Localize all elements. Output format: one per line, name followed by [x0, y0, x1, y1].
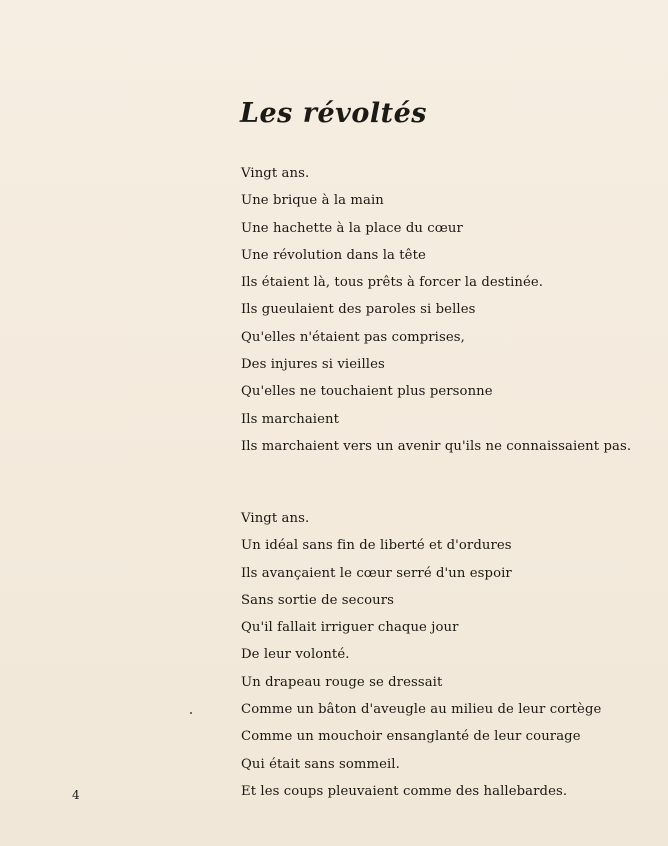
- stanza-2: [241, 505, 601, 805]
- verse-line: Comme un bâton d'aveugle au milieu de leur cortège: [241, 702, 602, 718]
- verse-line: Ils étaient là, tous prêts à forcer la destinée.: [241, 275, 544, 291]
- verse-line: Un drapeau rouge se dressait: [241, 674, 443, 690]
- verse-line: Des injures si vieilles: [241, 357, 385, 373]
- verse-line: Ils marchaient vers un avenir qu'ils ne connaissaient pas.: [241, 438, 632, 454]
- verse-line: Qu'elles ne touchaient plus personne: [241, 384, 493, 400]
- poem-title: Les révoltés: [240, 98, 427, 129]
- verse-line: Et les coups pleuvaient comme des hallebardes.: [241, 783, 568, 799]
- verse-line: Qu'elles n'étaient pas comprises,: [241, 329, 465, 345]
- verse-line: Qui était sans sommeil.: [241, 756, 400, 772]
- page-number: 4: [72, 788, 80, 802]
- verse-line: Une hachette à la place du cœur: [241, 220, 463, 236]
- stanza-1: [241, 160, 631, 460]
- verse-line: Une brique à la main: [241, 193, 384, 209]
- ink-speck: [190, 712, 192, 714]
- verse-line: Qu'il fallait irriguer chaque jour: [241, 620, 459, 636]
- verse-line: Vingt ans.: [241, 166, 310, 181]
- verse-line: Sans sortie de secours: [241, 592, 394, 608]
- verse-line: Une révolution dans la tête: [241, 247, 426, 263]
- verse-line: Ils marchaient: [241, 411, 340, 427]
- verse-line: Un idéal sans fin de liberté et d'ordures: [241, 538, 512, 554]
- verse-line: Ils gueulaient des paroles si belles: [241, 302, 476, 318]
- verse-line: Vingt ans.: [241, 511, 310, 526]
- verse-line: Ils avançaient le cœur serré d'un espoir: [241, 565, 512, 581]
- verse-line: De leur volonté.: [241, 647, 350, 663]
- verse-line: Comme un mouchoir ensanglanté de leur courage: [241, 729, 581, 745]
